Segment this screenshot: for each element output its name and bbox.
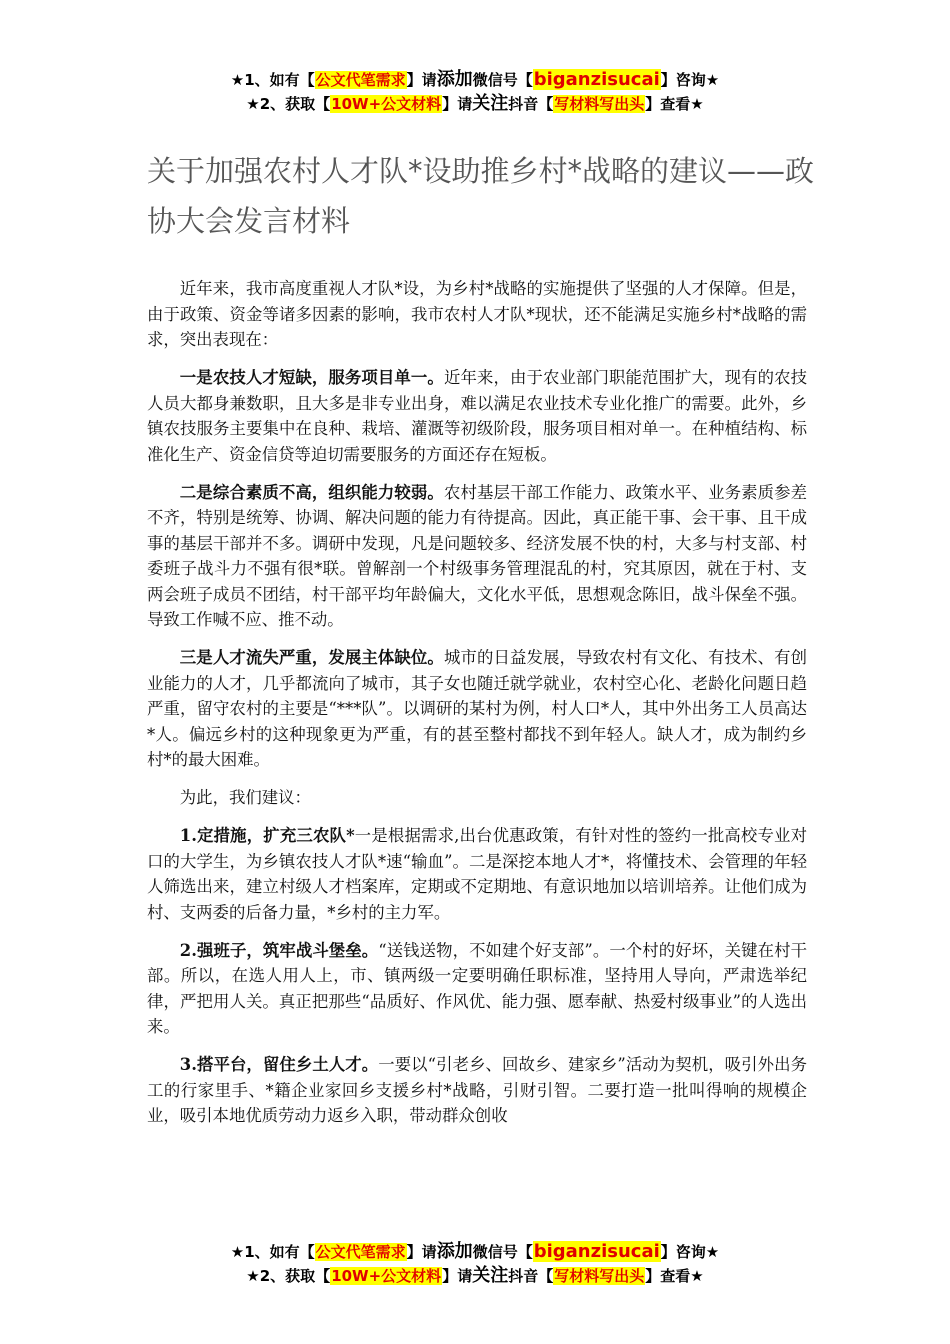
banner-emphasis: 关注 [472, 93, 509, 114]
paragraph-text: 为此，我们建议： [179, 788, 311, 807]
banner-text: ★2、获取【 [246, 95, 331, 113]
banner-text: 】查看★ [645, 1267, 704, 1285]
banner-emphasis: 关注 [472, 1265, 509, 1286]
top-banner [0, 68, 950, 116]
banner-highlight: 10W+公文材料 [331, 95, 442, 113]
paragraph-lead: 二是综合素质不高，组织能力较弱。 [179, 482, 444, 502]
banner-text: 】请 [442, 1267, 473, 1285]
paragraph-text: 一是根据需求,出台优惠政策，有针对性的签约一批高校专业对口的大学生，为乡镇农技人才队*速“输血”。二是深挖本地人才*，将懂技术、会管理的年轻人筛选出来，建立村级人才档案库，定期或不定期地、有意识地加以培训培养。让他们成为村、支两委的后备力量，*乡村的主力军。 [147, 826, 807, 922]
document-body [147, 276, 807, 1141]
paragraph-text: 近年来，我市高度重视人才队*设，为乡村*战略的实施提供了坚强的人才保障。但是，由于政策、资金等诸多因素的影响，我市农村人才队*现状，还不能满足实施乡村*战略的需求，突出表现在： [147, 279, 807, 349]
document-title: 关于加强农村人才队*设助推乡村*战略的建议——政协大会发言材料 [147, 154, 815, 238]
paragraph-text: “送钱送物，不如建个好支部”。一个村的好坏，关键在村干部。所以，在选人用人上，市、镇两级一定要明确任职标准，坚持用人导向，严肃选举纪律，严把用人关。真正把那些“品质好、作风优、能力强、愿奉献、热爱村级事业”的人选出来。 [147, 940, 807, 1036]
paragraph-text: 农村基层干部工作能力、政策水平、业务素质参差不齐，特别是统筹、协调、解决问题的能力有待提高。因此，真正能干事、会干事、且干成事的基层干部并不多。调研中发现，凡是问题较多、经济发展不快的村，大多与村支部、村委班子战斗力不强有很*联。曾解剖一个村级事务管理混乱的村，究其原因，就在于村、支两会班子成员不团结，村干部平均年龄偏大，文化水平低，思想观念陈旧，战斗保垒不强。导致工作喊不应、推不动。 [147, 482, 808, 629]
banner-text: 】咨询★ [660, 1243, 720, 1261]
banner-highlight: biganzisucai [533, 69, 660, 90]
banner-text: 】查看★ [645, 95, 704, 113]
paragraph [147, 645, 807, 773]
paragraph [147, 480, 807, 633]
banner-highlight: 写材料写出头 [554, 1267, 645, 1285]
banner-text: 】请 [406, 1243, 437, 1261]
banner-line-1 [0, 1240, 950, 1264]
paragraph-text: 近年来，由于农业部门职能范围扩大，现有的农技人员大都身兼数职，且大多是非专业出身，难以满足农业技术专业化推广的需要。此外，乡镇农技服务主要集中在良种、栽培、灌溉等初级阶段，服务项目相对单一。在种植结构、标准化生产、资金信贷等迫切需要服务的方面还存在短板。 [147, 368, 808, 464]
paragraph [147, 938, 807, 1040]
paragraph [147, 276, 807, 353]
banner-highlight: 公文代笔需求 [315, 71, 406, 89]
paragraph [147, 823, 807, 925]
banner-text: 微信号【 [472, 71, 533, 89]
banner-line-2 [0, 92, 950, 116]
banner-text: 】请 [406, 71, 437, 89]
banner-text: 】请 [442, 95, 473, 113]
banner-text: ★2、获取【 [246, 1267, 331, 1285]
banner-highlight: 10W+公文材料 [331, 1267, 442, 1285]
banner-highlight: biganzisucai [533, 1241, 660, 1262]
paragraph-lead: 一是农技人才短缺，服务项目单一。 [179, 368, 444, 387]
paragraph-lead: 三是人才流失严重，发展主体缺位。 [179, 648, 444, 667]
banner-highlight: 公文代笔需求 [315, 1243, 406, 1261]
paragraph [147, 365, 807, 467]
paragraph-text: 城市的日益发展，导致农村有文化、有技术、有创业能力的人才，几乎都流向了城市，其子女也随迁就学就业，农村空心化、老龄化问题日趋严重，留守农村的主要是“***队”。以调研的某村为例，村人口*人，其中外出务工人员高达*人。偏远乡村的这种现象更为严重，有的甚至整村都找不到年轻人。缺人才，成为制约乡村*的最大困难。 [147, 648, 808, 769]
banner-text: 抖音【 [508, 95, 554, 113]
banner-emphasis: 添加 [436, 1241, 473, 1262]
banner-highlight: 写材料写出头 [554, 95, 645, 113]
bottom-banner [0, 1240, 950, 1288]
paragraph [147, 785, 807, 811]
paragraph-lead: 1.定措施，扩充三农队* [179, 826, 355, 845]
banner-text: ★1、如有【 [230, 71, 315, 89]
paragraph-lead: 3.搭平台，留住乡土人才。 [179, 1055, 379, 1074]
paragraph [147, 1052, 807, 1129]
banner-line-2 [0, 1264, 950, 1288]
banner-emphasis: 添加 [436, 69, 473, 90]
paragraph-lead: 2.强班子，筑牢战斗堡垒。 [179, 940, 379, 960]
paragraph-text: 一要以“引老乡、回故乡、建家乡”活动为契机，吸引外出务工的行家里手、*籍企业家回乡支援乡村*战略，引财引智。二要打造一批叫得响的规模企业，吸引本地优质劳动力返乡入职，带动群众创收 [147, 1055, 807, 1125]
banner-text: 】咨询★ [660, 71, 720, 89]
banner-text: ★1、如有【 [230, 1243, 315, 1261]
banner-text: 抖音【 [508, 1267, 554, 1285]
banner-line-1 [0, 68, 950, 92]
banner-text: 微信号【 [472, 1243, 533, 1261]
